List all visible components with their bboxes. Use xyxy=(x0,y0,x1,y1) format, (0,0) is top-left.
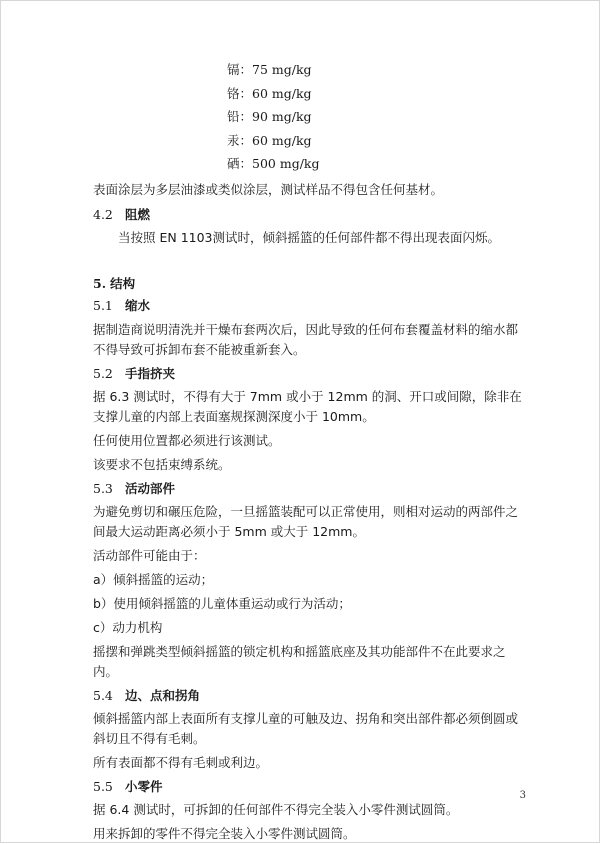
section-5-3-heading: 5.3 活动部件 xyxy=(93,480,176,496)
metal-limit-selenium: 硒：500 mg/kg xyxy=(227,156,320,171)
section-5-3-text: 活动部件可能由于： xyxy=(93,547,206,563)
section-5-4-heading: 5.4 边、点和拐角 xyxy=(93,687,201,703)
metal-limit-lead: 铅：90 mg/kg xyxy=(227,109,312,124)
section-4-2-text: 当按照 EN 1103测试时，倾斜摇篮的任何部件都不得出现表面闪烁。 xyxy=(118,229,501,245)
section-5-3-text: 摇摆和弹跳类型倾斜摇篮的锁定机构和摇篮底座及其功能部件不在此要求之内。 xyxy=(93,643,506,679)
section-5-heading: 5. 结构 xyxy=(93,275,136,291)
section-4-2-heading: 4.2 阻燃 xyxy=(93,206,151,222)
list-item: b）使用倾斜摇篮的儿童体重运动或行为活动； xyxy=(93,595,351,611)
section-5-1-heading: 5.1 缩水 xyxy=(93,297,151,313)
metal-limit-chromium: 铬：60 mg/kg xyxy=(227,85,312,101)
page-number: 3 xyxy=(519,790,526,801)
section-5-4-text: 倾斜摇篮内部上表面所有支撑儿童的可触及边、拐角和突出部件都必须倒圆或斜切且不得有毛刺。 xyxy=(93,710,519,746)
list-item: c）动力机构 xyxy=(93,619,163,635)
section-5-2-text: 据 6.3 测试时，不得有大于 7mm 或小于 12mm 的洞、开口或间隙，除非在支撑儿童的内部上表面塞规探测深度小于 10mm。 xyxy=(93,388,522,424)
section-5-3-text: 为避免剪切和碾压危险，一旦摇篮装配可以正常使用，则相对运动的两部件之间最大运动距离必须小于 5mm 或大于 12mm。 xyxy=(93,503,519,539)
coating-note: 表面涂层为多层油漆或类似涂层，测试样品不得包含任何基材。 xyxy=(93,181,444,197)
section-5-5-heading: 5.5 小零件 xyxy=(93,778,163,794)
section-5-4-text: 所有表面都不得有毛刺或利边。 xyxy=(93,754,269,770)
section-5-2-text: 该要求不包括束缚系统。 xyxy=(93,456,231,472)
metal-limit-mercury: 汞：60 mg/kg xyxy=(227,132,312,148)
heavy-metal-limits-list xyxy=(227,58,525,176)
section-5-5-text: 用来拆卸的零件不得完全装入小零件测试圆筒。 xyxy=(93,825,356,841)
metal-limit-cadmium: 镉：75 mg/kg xyxy=(227,62,312,77)
document-body xyxy=(93,58,525,844)
section-5-1-text: 据制造商说明清洗并干燥布套两次后，因此导致的任何布套覆盖材料的缩水都不得导致可拆卸布套不能被重新套入。 xyxy=(93,321,519,357)
section-5-2-heading: 5.2 手指挤夹 xyxy=(93,365,176,381)
section-5-5-text: 据 6.4 测试时，可拆卸的任何部件不得完全装入小零件测试圆筒。 xyxy=(93,801,459,817)
list-item: a）倾斜摇篮的运动； xyxy=(93,571,214,587)
section-5-2-text: 任何使用位置都必须进行该测试。 xyxy=(93,432,281,448)
